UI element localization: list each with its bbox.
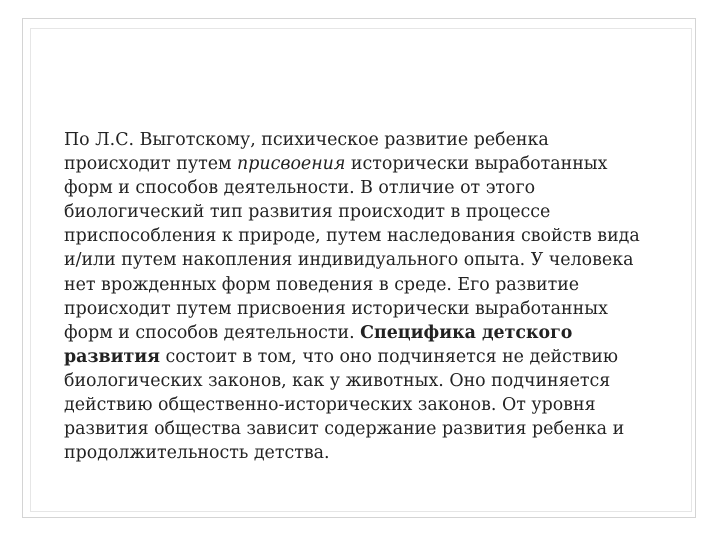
text-line [64,224,664,248]
text-line [64,393,664,417]
text-run: действию общественно-исторических законов. От уровня [64,395,596,416]
text-line [64,176,664,200]
text-run: биологических законов, как у животных. Оно подчиняется [64,370,611,391]
text-line [64,417,664,441]
text-run: происходит путем присвоения исторически выработанных [64,298,608,319]
text-line [64,273,664,297]
text-line [64,297,664,321]
text-line [64,200,664,224]
text-line [64,345,664,369]
text-run: биологический тип развития происходит в процессе [64,202,551,223]
slide-body-text [64,128,664,465]
text-run: По Л.С. Выготскому, психическое развитие ребенка [64,130,549,150]
text-run: приспособления к природе, путем наследования свойств вида [64,226,640,247]
text-line [64,128,664,152]
text-run: форм и способов деятельности. [64,322,361,343]
text-line [64,441,664,465]
text-line [64,321,664,345]
text-line [64,152,664,176]
text-run: состоит в том, что оно подчиняется не действию [160,346,618,367]
text-run: происходит путем [64,154,238,175]
text-run: исторически выработанных [345,154,608,175]
italic-text-run: присвоения [237,154,346,175]
text-line [64,369,664,393]
text-run: и/или путем накопления индивидуального опыта. У человека [64,250,634,271]
bold-text-run: Специфика детского [360,322,573,343]
bold-text-run: развития [64,346,161,367]
text-run: развития общества зависит содержание развития ребенка и [64,419,625,440]
text-run: продолжительность детства. [64,443,330,464]
text-line [64,248,664,272]
text-run: нет врожденных форм поведения в среде. Его развитие [64,274,580,295]
text-run: форм и способов деятельности. В отличие от этого [64,178,536,199]
